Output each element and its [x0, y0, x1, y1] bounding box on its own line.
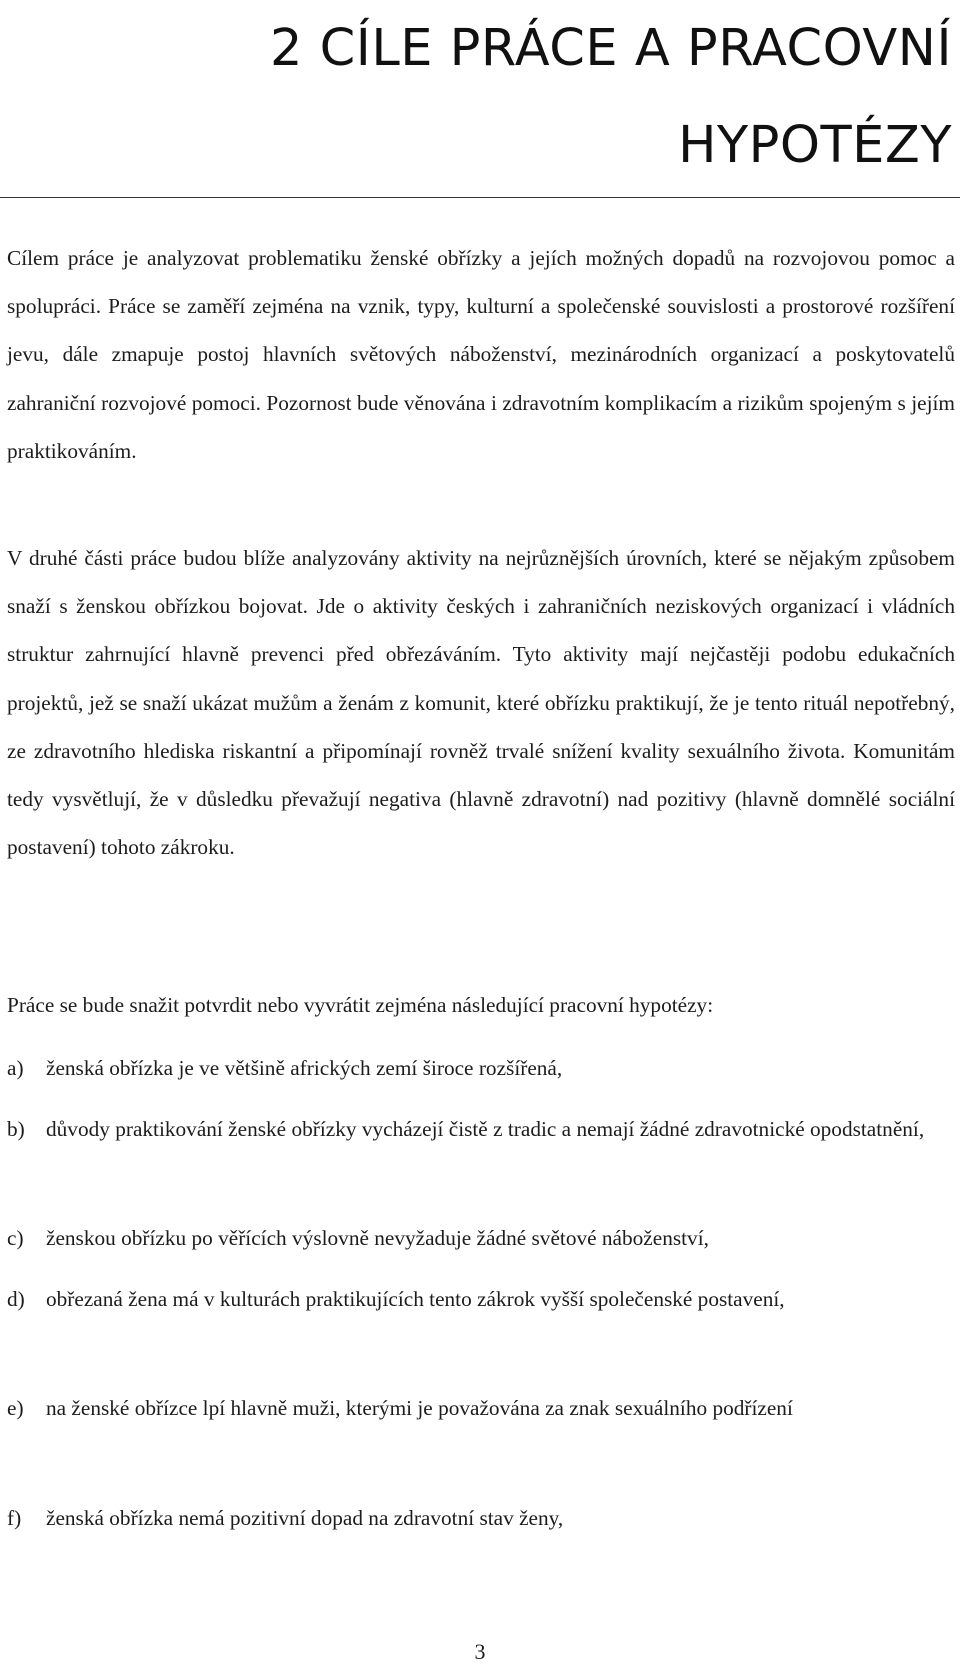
hypothesis-text: ženská obřízka nemá pozitivní dopad na zdravotní stav ženy,	[46, 1506, 564, 1530]
hypothesis-marker: a)	[7, 1056, 24, 1080]
hypothesis-item	[7, 1044, 955, 1092]
hypothesis-marker: d)	[7, 1287, 25, 1311]
hypothesis-text: ženská obřízka je ve většině afrických zemí široce rozšířená,	[46, 1056, 563, 1080]
hypothesis-marker: b)	[7, 1117, 25, 1141]
hypothesis-marker: c)	[7, 1226, 24, 1250]
page-number: 3	[474, 1639, 486, 1664]
chapter-heading-line-1: 2 CÍLE PRÁCE A PRACOVNÍ	[270, 19, 952, 78]
hypothesis-text: na ženské obřízce lpí hlavně muži, kterými je považována za znak sexuálního podřízení	[46, 1396, 793, 1420]
hypothesis-text: obřezaná žena má v kulturách praktikujících tento zákrok vyšší společenské postavení,	[46, 1287, 785, 1311]
hypothesis-item	[7, 1275, 955, 1323]
hypothesis-item	[7, 1494, 955, 1542]
hypothesis-item	[7, 1214, 955, 1262]
heading-divider	[0, 197, 960, 198]
hypothesis-marker: e)	[7, 1396, 24, 1420]
paragraph-aims: Cílem práce je analyzovat problematiku ženské obřízky a jejích možných dopadů na rozvojovou pomoc a spolupráci. Práce se zaměří zejména na vznik, typy, kulturní a společenské souvislosti a prostorové rozšíření jevu, dále zmapuje postoj hlavních světových náboženství, mezinárodních organizací a poskytovatelů zahraniční rozvojové pomoci. Pozornost bude věnována i zdravotním komplikacím a rizikům spojeným s jejím praktikováním.	[7, 246, 955, 463]
chapter-heading	[52, 0, 952, 194]
paragraph-second-part: V druhé části práce budou blíže analyzovány aktivity na nejrůznějších úrovních, které se nějakým způsobem snaží s ženskou obřízkou bojovat. Jde o aktivity českých i zahraničních neziskových organizací i vládních struktur zahrnující hlavně prevenci před obřezáváním. Tyto aktivity mají nejčastěji podobu edukačních projektů, jež se snaží ukázat mužům a ženám z komunit, které obřízku praktikují, že je tento rituál nepotřebný, ze zdravotního hlediska riskantní a připomínají rovněž trvalé snížení kvality sexuálního života. Komunitám tedy vysvětlují, že v důsledku převažují negativa (hlavně zdravotní) nad pozitivy (hlavně domnělé sociální postavení) tohoto zákroku.	[7, 546, 955, 860]
paragraph-hypotheses-intro: Práce se bude snažit potvrdit nebo vyvrátit zejména následující pracovní hypotézy:	[7, 993, 714, 1017]
chapter-heading-line-2: HYPOTÉZY	[678, 116, 952, 175]
hypothesis-text: důvody praktikování ženské obřízky vycházejí čistě z tradic a nemají žádné zdravotnické opodstatnění,	[46, 1117, 925, 1141]
hypothesis-text: ženskou obřízku po věřících výslovně nevyžaduje žádné světové náboženství,	[46, 1226, 709, 1250]
hypothesis-item	[7, 1105, 955, 1153]
hypothesis-marker: f)	[7, 1506, 22, 1530]
hypothesis-item	[7, 1384, 955, 1432]
